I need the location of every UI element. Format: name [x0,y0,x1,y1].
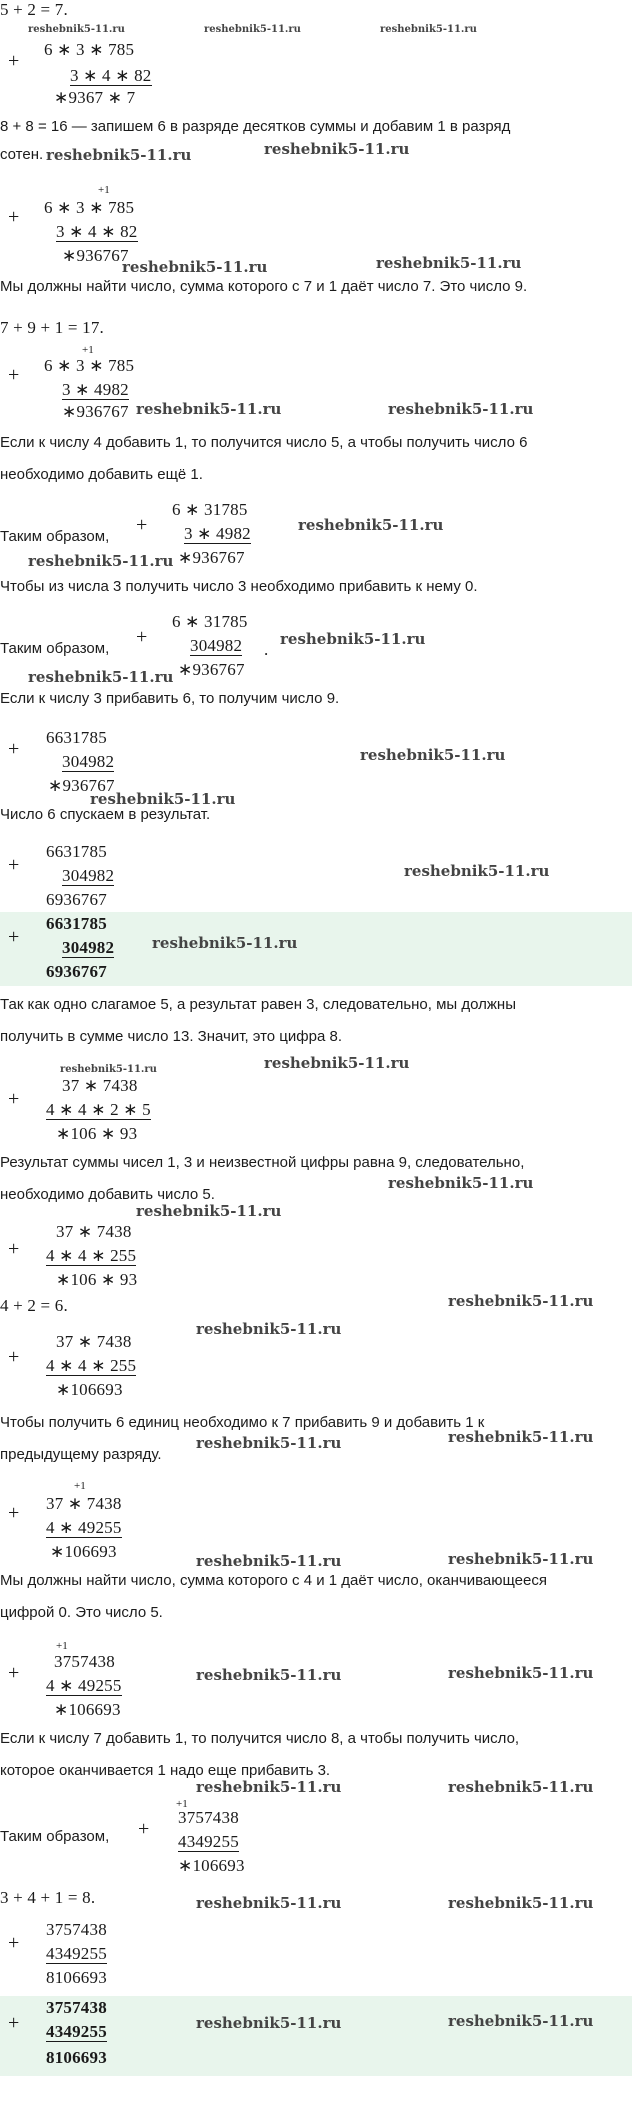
addend-2: 4 ∗ 4 ∗ 2 ∗ 5 [46,1100,151,1119]
watermark: reshebnik5-11.ru [360,746,506,764]
sum-result: ∗936767 [178,548,245,567]
plus-sign: + [136,514,148,536]
watermark: reshebnik5-11.ru [376,254,522,272]
explanation-text: получить в сумме число 13. Значит, это цифра 8. [0,1028,342,1045]
watermark: reshebnik5-11.ru [196,1778,342,1796]
watermark: reshebnik5-11.ru [448,1550,594,1568]
sum-result: ∗106693 [50,1542,117,1561]
watermark: reshebnik5-11.ru [264,1054,410,1072]
plus-sign: + [8,1662,20,1684]
carry-mark: +1 [82,344,94,356]
watermark: reshebnik5-11.ru [404,862,550,880]
addend-2: 4 ∗ 4 ∗ 255 [46,1356,137,1375]
sum-result: ∗106693 [178,1856,245,1875]
explanation-text: Результат суммы чисел 1, 3 и неизвестной цифры равна 9, следовательно, [0,1154,525,1171]
addend-2: 3 ∗ 4 ∗ 82 [56,222,138,241]
watermark: reshebnik5-11.ru [152,934,298,952]
sum-result: 6936767 [46,890,107,909]
carry-mark: +1 [56,1640,68,1652]
plus-sign: + [8,50,20,72]
addend-1: 6631785 [46,842,107,861]
addend-2: 4 ∗ 49255 [46,1676,122,1695]
explanation-text: предыдущему разряду. [0,1446,162,1463]
explanation-text: цифрой 0. Это число 5. [0,1604,163,1621]
watermark: reshebnik5-11.ru [388,1174,534,1192]
watermark: reshebnik5-11.ru [196,1552,342,1570]
watermark: reshebnik5-11.ru [90,790,236,808]
addend-2: 4 ∗ 49255 [46,1518,122,1537]
addend-2: 304982 [62,866,115,885]
addend-1: 37 ∗ 7438 [62,1076,138,1095]
equation: 3 + 4 + 1 = 8. [0,1888,96,1907]
watermark: reshebnik5-11.ru [136,1202,282,1220]
watermark: reshebnik5-11.ru [28,552,174,570]
explanation-text: Число 6 спускаем в результат. [0,806,211,823]
carry-mark: +1 [98,184,110,196]
watermark: reshebnik5-11.ru [388,400,534,418]
watermark: reshebnik5-11.ru [448,1894,594,1912]
sum-result: ∗936767 [48,776,115,795]
explanation-text: Если к числу 3 прибавить 6, то получим число 9. [0,690,340,707]
watermark: reshebnik5-11.ru [122,258,268,276]
explanation-text: Чтобы из числа 3 получить число 3 необходимо прибавить к нему 0. [0,578,478,595]
watermark: reshebnik5-11.ru [196,2014,342,2032]
lead-text: Таким образом, [0,528,110,545]
sum-result: ∗106 ∗ 93 [56,1124,138,1143]
addend-2: 3 ∗ 4982 [62,380,129,399]
addend-2: 304982 [62,752,115,771]
addend-1: 37 ∗ 7438 [56,1332,132,1351]
carry-mark: +1 [74,1480,86,1492]
addend-2: 3 ∗ 4 ∗ 82 [70,66,152,85]
addend-1: 6 ∗ 3 ∗ 785 [44,356,135,375]
watermark: reshebnik5-11.ru [28,24,125,35]
explanation-text: Чтобы получить 6 единиц необходимо к 7 прибавить 9 и добавить 1 к [0,1414,485,1431]
sum-result: ∗106693 [54,1700,121,1719]
plus-sign: + [138,1818,150,1840]
sum-result: ∗106693 [56,1380,123,1399]
plus-sign: + [8,854,20,876]
plus-sign: + [8,926,20,948]
watermark: reshebnik5-11.ru [196,1434,342,1452]
watermark: reshebnik5-11.ru [196,1320,342,1338]
watermark: reshebnik5-11.ru [448,1778,594,1796]
sum-result: ∗936767 [62,246,129,265]
explanation-text: Если к числу 7 добавить 1, то получится число 8, а чтобы получить число, [0,1730,520,1747]
addend-1: 3757438 [54,1652,115,1671]
plus-sign: + [8,1346,20,1368]
sum-result: ∗936767 [62,402,129,421]
addend-1: 6 ∗ 3 ∗ 785 [44,198,135,217]
answer-result: 8106693 [46,2048,107,2067]
answer-addend-2: 4349255 [46,2022,107,2041]
addend-2: 3 ∗ 4982 [184,524,251,543]
watermark: reshebnik5-11.ru [448,1664,594,1682]
addend-1: 3757438 [46,1920,107,1939]
watermark: reshebnik5-11.ru [60,1064,157,1075]
watermark: reshebnik5-11.ru [448,2012,594,2030]
equation: 5 + 2 = 7. [0,0,68,19]
plus-sign: + [136,626,148,648]
explanation-text: 8 + 8 = 16 — запишем 6 в разряде десятков суммы и добавим 1 в разряд [0,118,511,135]
watermark: reshebnik5-11.ru [196,1894,342,1912]
answer-result: 6936767 [46,962,107,981]
answer-addend-1: 3757438 [46,1998,107,2017]
answer-addend-2: 304982 [62,938,115,957]
addend-1: 6 ∗ 3 ∗ 785 [44,40,135,59]
addend-2: 4 ∗ 4 ∗ 255 [46,1246,137,1265]
plus-sign: + [8,364,20,386]
watermark: reshebnik5-11.ru [448,1428,594,1446]
watermark: reshebnik5-11.ru [204,24,301,35]
explanation-text: необходимо добавить ещё 1. [0,466,203,483]
addend-2: 4349255 [46,1944,107,1963]
watermark: reshebnik5-11.ru [46,146,192,164]
explanation-text: необходимо добавить число 5. [0,1186,215,1203]
sum-result: ∗936767 [178,660,245,679]
explanation-text: Так как одно слагамое 5, а результат равен 3, следовательно, мы должны [0,996,516,1013]
addend-1: 6 ∗ 31785 [172,612,248,631]
explanation-text: Если к числу 4 добавить 1, то получится число 5, а чтобы получить число 6 [0,434,528,451]
addend-1: 6 ∗ 31785 [172,500,248,519]
explanation-text: которое оканчивается 1 надо еще прибавить 3. [0,1762,331,1779]
watermark: reshebnik5-11.ru [196,1666,342,1684]
watermark: reshebnik5-11.ru [380,24,477,35]
explanation-text: сотен. [0,146,44,163]
sum-result: ∗106 ∗ 93 [56,1270,138,1289]
plus-sign: + [8,206,20,228]
watermark: reshebnik5-11.ru [298,516,444,534]
plus-sign: + [8,1088,20,1110]
sum-result: ∗9367 ∗ 7 [54,88,136,107]
plus-sign: + [8,1932,20,1954]
plus-sign: + [8,1238,20,1260]
explanation-text: Мы должны найти число, сумма которого с 4 и 1 даёт число, оканчивающееся [0,1572,547,1589]
watermark: reshebnik5-11.ru [280,630,426,648]
equation: 7 + 9 + 1 = 17. [0,318,105,337]
explanation-text: Мы должны найти число, сумма которого с 7 и 1 даёт число 7. Это число 9. [0,278,528,295]
sum-result: 8106693 [46,1968,107,1987]
watermark: reshebnik5-11.ru [136,400,282,418]
plus-sign: + [8,1502,20,1524]
equation: 4 + 2 = 6. [0,1296,68,1315]
answer-addend-1: 6631785 [46,914,107,933]
addend-2: 304982 [190,636,243,655]
addend-1: 6631785 [46,728,107,747]
plus-sign: + [8,738,20,760]
addend-1: 3757438 [178,1808,239,1827]
period: . [264,640,269,659]
watermark: reshebnik5-11.ru [448,1292,594,1310]
plus-sign: + [8,2012,20,2034]
lead-text: Таким образом, [0,1828,110,1845]
addend-1: 37 ∗ 7438 [46,1494,122,1513]
watermark: reshebnik5-11.ru [264,140,410,158]
addend-2: 4349255 [178,1832,239,1851]
lead-text: Таким образом, [0,640,110,657]
addend-1: 37 ∗ 7438 [56,1222,132,1241]
carry-mark: +1 [176,1798,188,1810]
watermark: reshebnik5-11.ru [28,668,174,686]
